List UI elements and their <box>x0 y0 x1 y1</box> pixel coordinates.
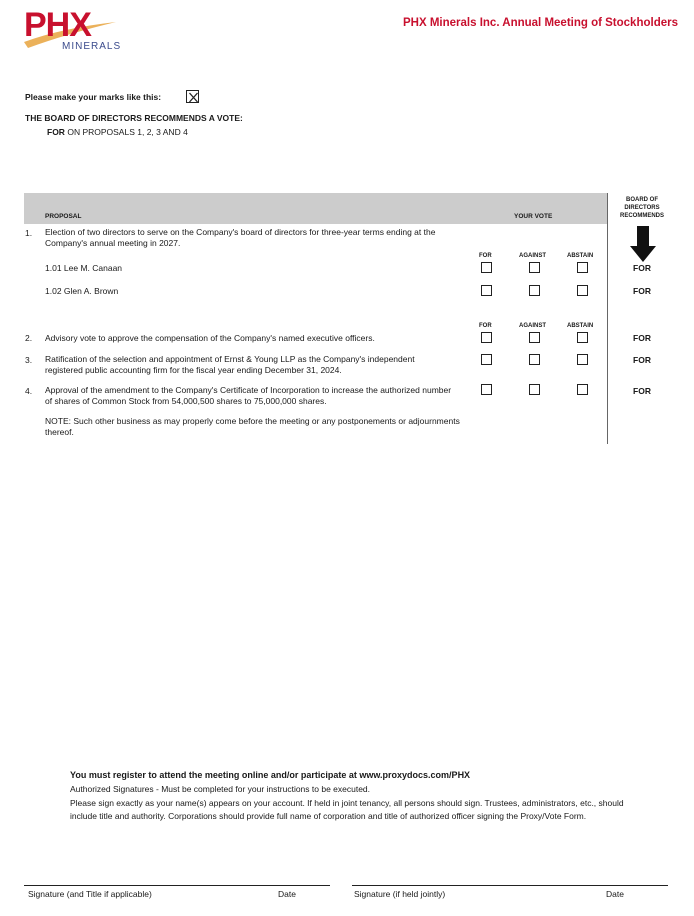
proposal-2-for-checkbox[interactable] <box>481 332 492 343</box>
signature-label-1: Signature (and Title if applicable) <box>28 889 152 899</box>
proposal-3-recommendation: FOR <box>633 355 651 365</box>
nominee-1-against-checkbox[interactable] <box>529 262 540 273</box>
proposal-4-abstain-checkbox[interactable] <box>577 384 588 395</box>
proposal-2-recommendation: FOR <box>633 333 651 343</box>
col-against-label-2: AGAINST <box>519 323 546 329</box>
proposal-4-number: 4. <box>25 386 33 396</box>
arrow-down-icon <box>630 226 656 262</box>
recommend-subtitle <box>47 127 188 137</box>
nominee-1-abstain-checkbox[interactable] <box>577 262 588 273</box>
proposal-1-number: 1. <box>25 228 33 238</box>
signing-instructions: Please sign exactly as your name(s) appears on your account. If held in joint tenancy, all persons should sign. Trustees, administrators, etc., should include title and authority. Corporations should provide full name of corporation and title of authorized officer signing the Proxy/Vote Form. <box>70 798 624 821</box>
authorized-signatures: Authorized Signatures - Must be completed for your instructions to be executed. <box>70 784 371 794</box>
col-abstain-label-2: ABSTAIN <box>567 323 594 329</box>
other-business-note: NOTE: Such other business as may properly come before the meeting or any postponements or adjournments thereof. <box>45 416 460 437</box>
proposal-2-abstain-checkbox[interactable] <box>577 332 588 343</box>
proposal-4-text: Approval of the amendment to the Company's Certificate of Incorporation to increase the authorized number of shares of Common Stock from 54,000,500 shares to 75,000,000 shares. <box>45 385 452 406</box>
proposal-3-number: 3. <box>25 355 33 365</box>
proposal-2-number: 2. <box>25 333 33 343</box>
proposal-2-text: Advisory vote to approve the compensation of the Company's named executive officers. <box>45 333 375 343</box>
date-label-1: Date <box>278 889 296 899</box>
proposal-1-text: Election of two directors to serve on the Company's board of directors for three-year terms ending at the Company's annual meeting in 2027. <box>45 227 436 248</box>
proposal-3-against-checkbox[interactable] <box>529 354 540 365</box>
proposal-4-against-checkbox[interactable] <box>529 384 540 395</box>
recommend-rest: ON PROPOSALS 1, 2, 3 AND 4 <box>67 127 188 137</box>
nominee-1-label: 1.01 Lee M. Canaan <box>45 263 123 273</box>
register-notice: You must register to attend the meeting online and/or participate at www.proxydocs.com/PHX <box>70 770 471 780</box>
example-mark-icon <box>186 90 199 103</box>
proposal-4-recommendation: FOR <box>633 386 651 396</box>
proposal-header: PROPOSAL <box>45 213 82 220</box>
nominee-2-recommendation: FOR <box>633 286 651 296</box>
meeting-title: PHX Minerals Inc. Annual Meeting of Stockholders <box>403 17 678 29</box>
proposal-3-text: Ratification of the selection and appointment of Ernst & Young LLP as the Company's independent registered public accounting firm for the fiscal year ending December 31, 2024. <box>45 354 415 375</box>
col-against-label: AGAINST <box>519 253 546 259</box>
board-recommends-header: BOARD OF DIRECTORS RECOMMENDS <box>619 197 664 219</box>
col-abstain-label: ABSTAIN <box>567 253 594 259</box>
recommend-for: FOR <box>47 127 65 137</box>
signature-line-1[interactable] <box>24 885 330 886</box>
nominee-1-recommendation: FOR <box>633 263 651 273</box>
nominee-1-for-checkbox[interactable] <box>481 262 492 273</box>
date-label-2: Date <box>606 889 624 899</box>
nominee-2-abstain-checkbox[interactable] <box>577 285 588 296</box>
company-logo-sub: MINERALS <box>62 41 122 52</box>
nominee-2-against-checkbox[interactable] <box>529 285 540 296</box>
signature-line-2[interactable] <box>352 885 668 886</box>
company-logo: PHX <box>24 6 91 44</box>
your-vote-header: YOUR VOTE <box>514 213 553 220</box>
proposal-3-abstain-checkbox[interactable] <box>577 354 588 365</box>
signature-label-2: Signature (if held jointly) <box>354 889 446 899</box>
proposal-4-for-checkbox[interactable] <box>481 384 492 395</box>
proposal-2-against-checkbox[interactable] <box>529 332 540 343</box>
board-column-divider <box>607 193 608 444</box>
nominee-2-label: 1.02 Glen A. Brown <box>45 286 119 296</box>
col-for-label-2: FOR <box>479 323 492 329</box>
col-for-label: FOR <box>479 253 492 259</box>
marks-instruction: Please make your marks like this: <box>25 92 162 102</box>
proposal-3-for-checkbox[interactable] <box>481 354 492 365</box>
recommend-title: THE BOARD OF DIRECTORS RECOMMENDS A VOTE: <box>25 113 243 123</box>
nominee-2-for-checkbox[interactable] <box>481 285 492 296</box>
